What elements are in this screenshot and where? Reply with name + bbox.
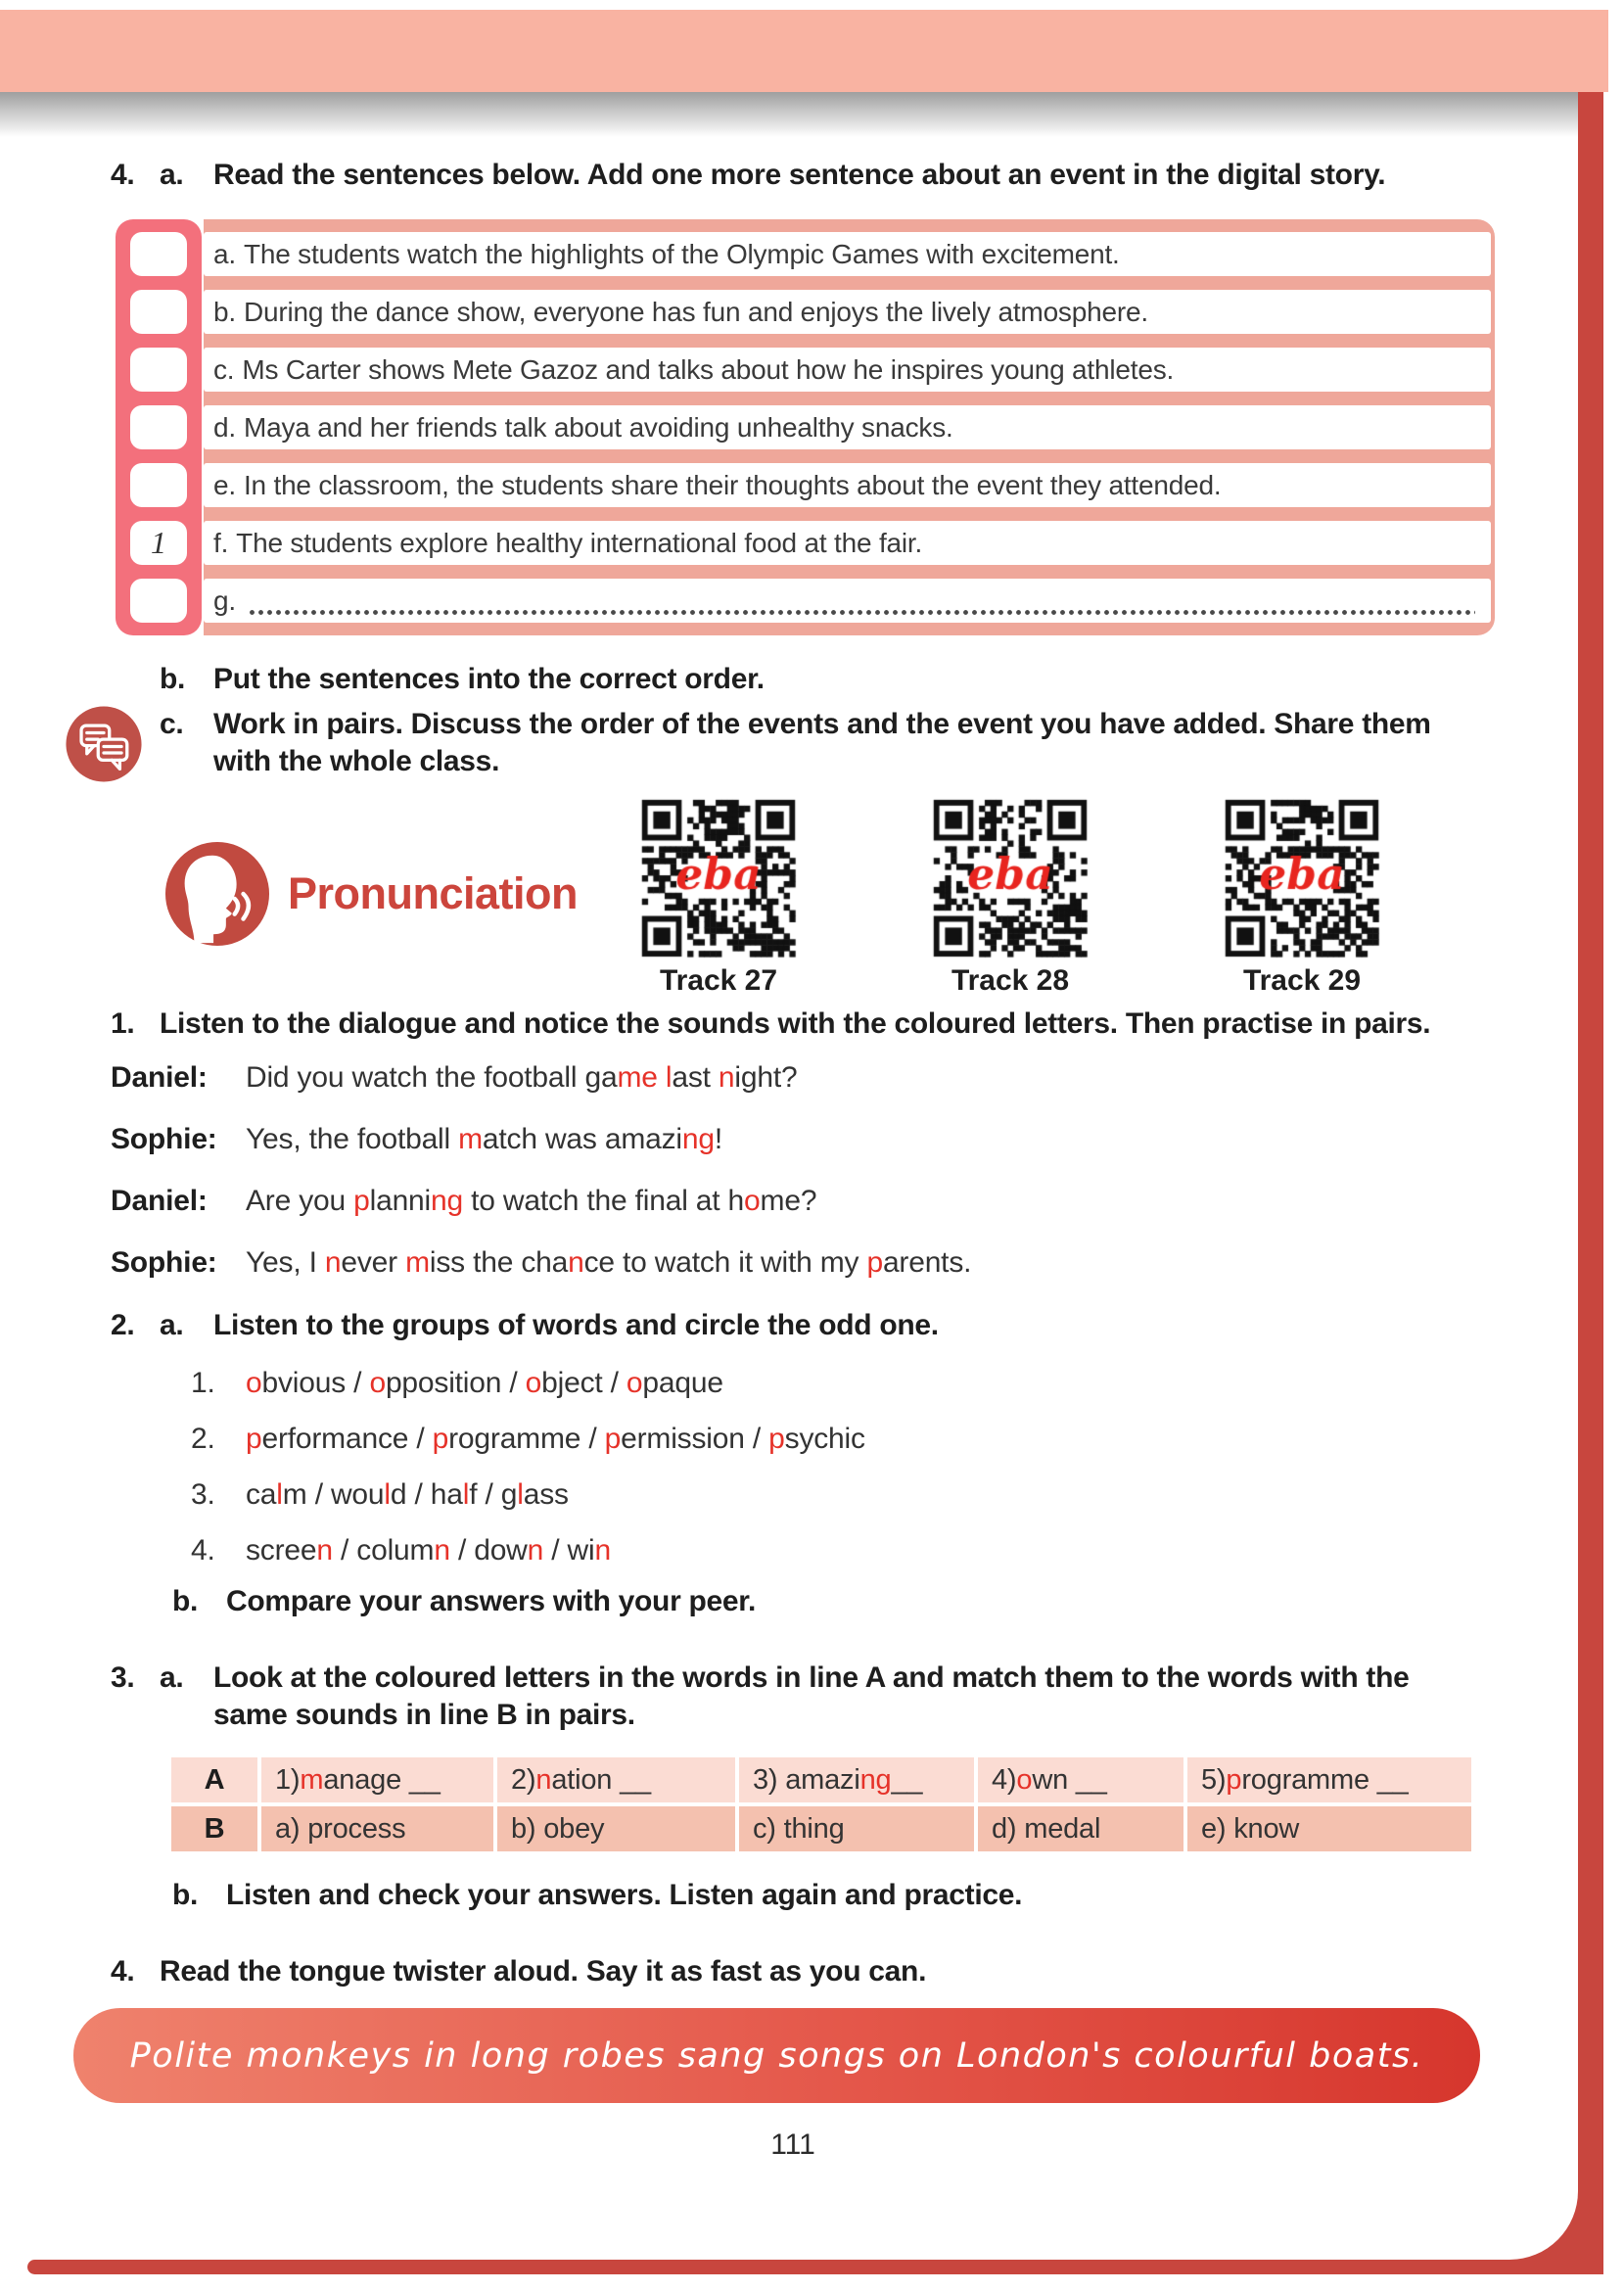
sentence-text: Ms Carter shows Mete Gazoz and talks about how he inspires young athletes. [242, 353, 1175, 385]
sentence-text: In the classroom, the students share their thoughts about the event they attended. [243, 469, 1222, 500]
exercise-title: Read the sentences below. Add one more sentence about an event in the digital story. [213, 159, 1386, 191]
sentence-list [204, 219, 1495, 635]
answer-box-b[interactable] [130, 290, 187, 334]
exercise-title: Listen and check your answers. Listen again and practice. [226, 1879, 1023, 1911]
row-header: B [171, 1806, 257, 1851]
sentence-text: The students explore healthy international food at the fair. [236, 527, 923, 558]
answer-box-c[interactable] [130, 348, 187, 392]
exercise-1-heading [111, 1005, 1495, 1043]
match-cell: 3) amazi ng __ [739, 1757, 974, 1802]
tongue-twister-banner [73, 2008, 1480, 2103]
exercise-number: 1. [111, 1007, 135, 1040]
exercise-number: 2. [111, 1309, 135, 1341]
match-cell: 2) n ation __ [497, 1757, 735, 1802]
page-frame-bottom [27, 2260, 1603, 2274]
page-content [0, 137, 1578, 2162]
exercise-title: Put the sentences into the correct order. [213, 663, 765, 695]
exercise-4-heading [111, 1953, 1495, 1990]
exercise-title: Compare your answers with your peer. [226, 1585, 757, 1617]
exercise-number: 4. [111, 159, 135, 191]
page-frame-right [1578, 92, 1603, 2266]
answer-box-g[interactable] [130, 579, 187, 623]
exercise-title: Listen to the dialogue and notice the sounds with the coloured letters. Then practise in pairs. [160, 1007, 1431, 1040]
sentence-text: During the dance show, everyone has fun and enjoys the lively atmosphere. [243, 296, 1148, 327]
item-number: 4. [191, 1534, 215, 1566]
exercise-number: 3. [111, 1661, 135, 1694]
answer-box-e[interactable] [130, 463, 187, 507]
speaker-name: Daniel: [111, 1061, 208, 1094]
pronunciation-section-header [111, 794, 1495, 998]
row-header: A [171, 1757, 257, 1802]
dialogue-line [111, 1245, 1495, 1281]
sentence-label: a. [213, 238, 236, 269]
qr-code-group [636, 794, 1384, 998]
speaker-name: Sophie: [111, 1246, 217, 1279]
dialogue-text: Are you planning to watch the final at home? [246, 1185, 817, 1217]
sentence-label: d. [213, 411, 236, 443]
qr-code-image [928, 794, 1092, 962]
word-group-item [111, 1478, 1495, 1512]
exercise-letter: a. [160, 159, 184, 191]
sentence-text: The students watch the highlights of the Olympic Games with excitement. [243, 238, 1120, 269]
pronunciation-title: Pronunciation [288, 868, 578, 918]
match-cell: 4) o wn __ [978, 1757, 1183, 1802]
speaking-head-icon [164, 841, 270, 947]
dialogue [111, 1060, 1495, 1281]
dialogue-text: Did you watch the football game last night? [246, 1061, 798, 1094]
speaker-name: Daniel: [111, 1185, 208, 1217]
exercise-4a-heading [111, 157, 1495, 194]
word-group-item [111, 1423, 1495, 1456]
match-cell: 1) m anage __ [261, 1757, 493, 1802]
track-label: Track 29 [1242, 964, 1362, 997]
match-cell: d) medal [978, 1806, 1183, 1851]
page-top-shadow [0, 92, 1578, 137]
sentence-row [204, 521, 1491, 565]
answer-box-a[interactable] [130, 232, 187, 276]
exercise-title: Read the tongue twister aloud. Say it as fast as you can. [160, 1955, 927, 1987]
exercise-letter: a. [160, 1309, 184, 1341]
exercise-3b-heading [111, 1877, 1495, 1914]
sentence-label: f. [213, 527, 229, 558]
word-group-text: obvious / opposition / object / opaque [246, 1367, 723, 1399]
qr-code-image [1220, 794, 1384, 962]
exercise-number: 4. [111, 1955, 135, 1987]
dialogue-text: Yes, I never miss the chance to watch it with my parents. [246, 1246, 972, 1279]
qr-code-image [636, 794, 801, 962]
exercise-letter: a. [160, 1661, 184, 1694]
item-number: 2. [191, 1423, 215, 1455]
match-cell: b) obey [497, 1806, 735, 1851]
sentence-row [204, 232, 1491, 276]
answer-box-d[interactable] [130, 405, 187, 449]
exercise-4b-heading [111, 661, 1495, 698]
word-group-text: screen / column / down / win [246, 1534, 611, 1566]
exercise-letter: c. [160, 708, 184, 740]
dialogue-line [111, 1122, 1495, 1157]
exercise-4bc [111, 661, 1495, 780]
exercise-2b-heading [111, 1583, 1495, 1620]
match-cell: a) process [261, 1806, 493, 1851]
match-cell: c) thing [739, 1806, 974, 1851]
word-group-text: performance / programme / permission / psychic [246, 1423, 865, 1455]
write-in-dotted-line[interactable] [248, 603, 1475, 617]
sentence-row [204, 405, 1491, 449]
exercise-3a-heading [111, 1660, 1495, 1734]
item-number: 3. [191, 1478, 215, 1511]
track-label: Track 27 [659, 964, 778, 997]
pronunciation-title-block [164, 841, 578, 947]
dialogue-line [111, 1184, 1495, 1219]
word-group-item [111, 1534, 1495, 1567]
sentence-row [204, 463, 1491, 507]
page-top-band [0, 10, 1608, 92]
dialogue-line [111, 1060, 1495, 1096]
track-label: Track 28 [951, 964, 1070, 997]
word-group-item [111, 1367, 1495, 1400]
match-cell: e) know [1187, 1806, 1471, 1851]
tongue-twister-text: Polite monkeys in long robes sang songs on London's colourful boats. [129, 2035, 1424, 2076]
word-group-text: calm / would / half / glass [246, 1478, 569, 1511]
dialogue-text: Yes, the football match was amazing! [246, 1123, 722, 1155]
sound-match-table [171, 1757, 1495, 1851]
exercise-letter: b. [160, 663, 186, 695]
qr-track-28 [928, 794, 1092, 998]
sentence-row [204, 290, 1491, 334]
exercise-2a-heading [111, 1307, 1495, 1344]
pair-work-chat-icon [64, 704, 144, 784]
sentence-label: g. [213, 584, 236, 616]
item-number: 1. [191, 1367, 215, 1399]
answer-box-f[interactable]: 1 [130, 521, 187, 565]
match-cell: 5) p rogramme __ [1187, 1757, 1471, 1802]
exercise-title: Look at the coloured letters in the words in line A and match them to the words with the same sounds in line B in pairs. [213, 1661, 1410, 1731]
sentence-row [204, 348, 1491, 392]
page-number: 111 [770, 2128, 815, 2161]
exercise-4c-heading [111, 706, 1495, 780]
qr-track-27 [636, 794, 801, 998]
exercise-letter: b. [172, 1585, 199, 1617]
sentence-label: c. [213, 353, 235, 385]
exercise-title: Listen to the groups of words and circle the odd one. [213, 1309, 939, 1341]
word-groups [111, 1367, 1495, 1567]
speaker-name: Sophie: [111, 1123, 217, 1155]
exercise-title: Work in pairs. Discuss the order of the events and the event you have added. Share them with the whole class. [213, 708, 1431, 777]
answer-box-column [116, 219, 202, 635]
sentence-text: Maya and her friends talk about avoiding unhealthy snacks. [243, 411, 953, 443]
sentence-row-blank [204, 579, 1491, 623]
exercise-letter: b. [172, 1879, 199, 1911]
sentence-order-table [116, 219, 1495, 635]
qr-track-29 [1220, 794, 1384, 998]
sentence-label: b. [213, 296, 236, 327]
sentence-label: e. [213, 469, 236, 500]
